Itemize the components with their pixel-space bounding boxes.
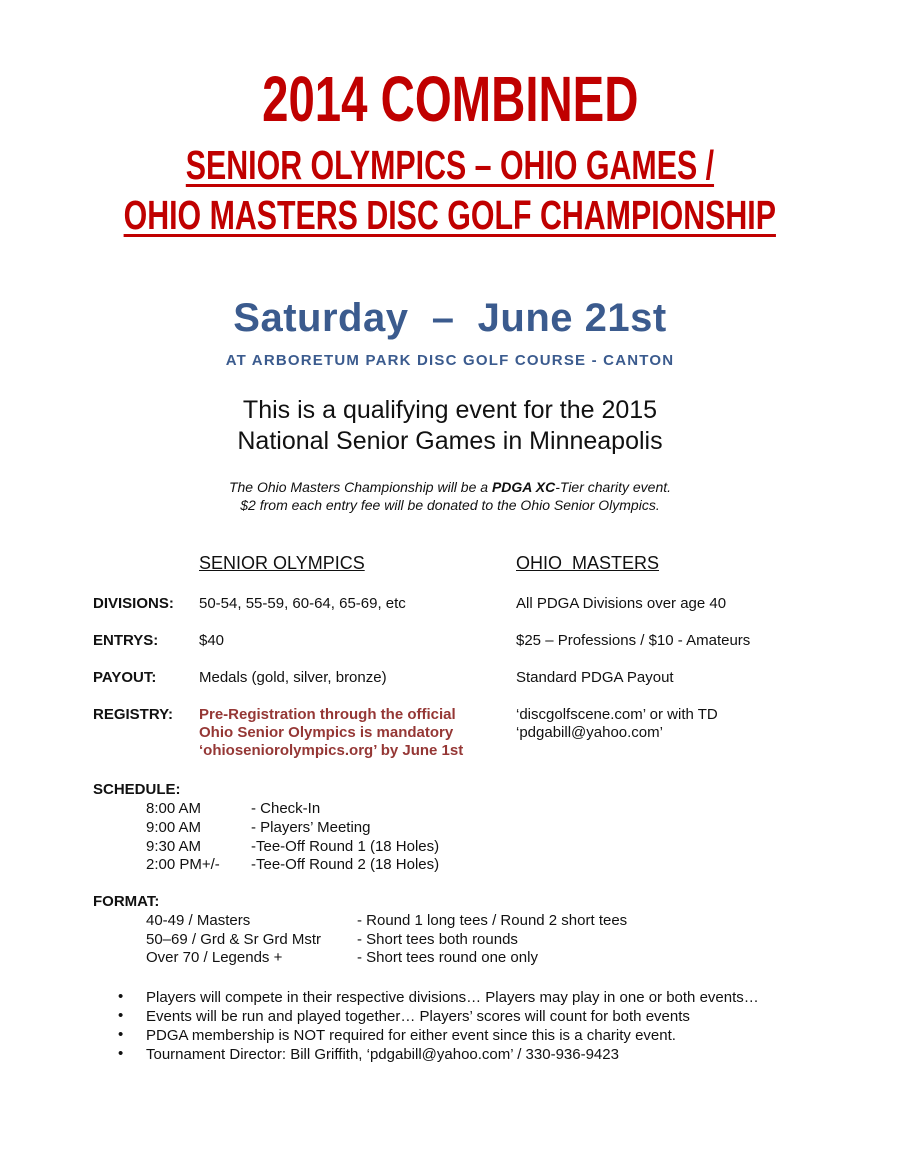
schedule-time: 9:30 AM (146, 838, 202, 855)
bullet-item: Players will compete in their respective divisions… Players may play in one or both events… (146, 989, 759, 1006)
senior-value: $40 (199, 632, 225, 649)
title-line-3: OHIO MASTERS DISC GOLF CHAMPIONSHIP (123, 192, 777, 238)
bullet-icon: • (118, 1045, 124, 1062)
format-desc: - Short tees round one only (357, 949, 538, 966)
qualifying-statement: This is a qualifying event for the 2015 National Senior Games in Minneapolis (237, 396, 663, 455)
column-heading-senior: SENIOR OLYMPICS (199, 553, 365, 573)
senior-value: 50-54, 55-59, 60-64, 65-69, etc (199, 595, 406, 612)
senior-value: Medals (gold, silver, bronze) (199, 669, 387, 686)
senior-registry: Pre-Registration through the official Ohio Senior Olympics is mandatory ‘ohioseniorolympics.org’ by June 1st (199, 706, 464, 759)
schedule-heading: SCHEDULE: (93, 781, 181, 798)
schedule-desc: - Check-In (251, 800, 321, 817)
event-date: Saturday – June 21st (233, 296, 667, 340)
row-label: REGISTRY: (93, 706, 174, 723)
format-group: 50–69 / Grd & Sr Grd Mstr (146, 931, 322, 948)
format-desc: - Short tees both rounds (357, 931, 518, 948)
schedule-desc: -Tee-Off Round 2 (18 Holes) (251, 856, 440, 873)
bullet-icon: • (118, 1026, 124, 1043)
schedule-time: 8:00 AM (146, 800, 202, 817)
schedule-desc: - Players’ Meeting (251, 819, 371, 836)
schedule-desc: -Tee-Off Round 1 (18 Holes) (251, 838, 440, 855)
masters-value: Standard PDGA Payout (516, 669, 674, 686)
masters-value: $25 – Professions / $10 - Amateurs (516, 632, 751, 649)
row-label: DIVISIONS: (93, 595, 174, 612)
schedule-time: 9:00 AM (146, 819, 202, 836)
row-label: PAYOUT: (93, 669, 157, 686)
row-label: ENTRYS: (93, 632, 159, 649)
masters-value: All PDGA Divisions over age 40 (516, 595, 727, 612)
format-group: 40-49 / Masters (146, 912, 251, 929)
title-line-2: SENIOR OLYMPICS – OHIO GAMES / (185, 142, 715, 188)
bullet-icon: • (118, 988, 124, 1005)
masters-registry: ‘discgolfscene.com’ or with TD ‘pdgabill@yahoo.com’ (516, 706, 718, 741)
bullet-item: Tournament Director: Bill Griffith, ‘pdgabill@yahoo.com’ / 330-936-9423 (146, 1046, 619, 1063)
format-heading: FORMAT: (93, 893, 160, 910)
schedule-time: 2:00 PM+/- (146, 856, 220, 873)
charity-note: The Ohio Masters Championship will be a PDGA XC-Tier charity event. $2 from each entry fee will be donated to the Ohio Senior Olympics. (228, 479, 672, 513)
column-heading-masters: OHIO MASTERS (516, 553, 660, 573)
bullet-icon: • (118, 1007, 124, 1024)
format-desc: - Round 1 long tees / Round 2 short tees (357, 912, 628, 929)
event-venue: AT ARBORETUM PARK DISC GOLF COURSE - CANTON (225, 352, 675, 369)
bullet-item: PDGA membership is NOT required for either event since this is a charity event. (146, 1027, 676, 1044)
format-group: Over 70 / Legends + (146, 949, 283, 966)
title-line-1: 2014 COMBINED (261, 63, 639, 135)
bullet-item: Events will be run and played together… Players’ scores will count for both events (146, 1008, 690, 1025)
